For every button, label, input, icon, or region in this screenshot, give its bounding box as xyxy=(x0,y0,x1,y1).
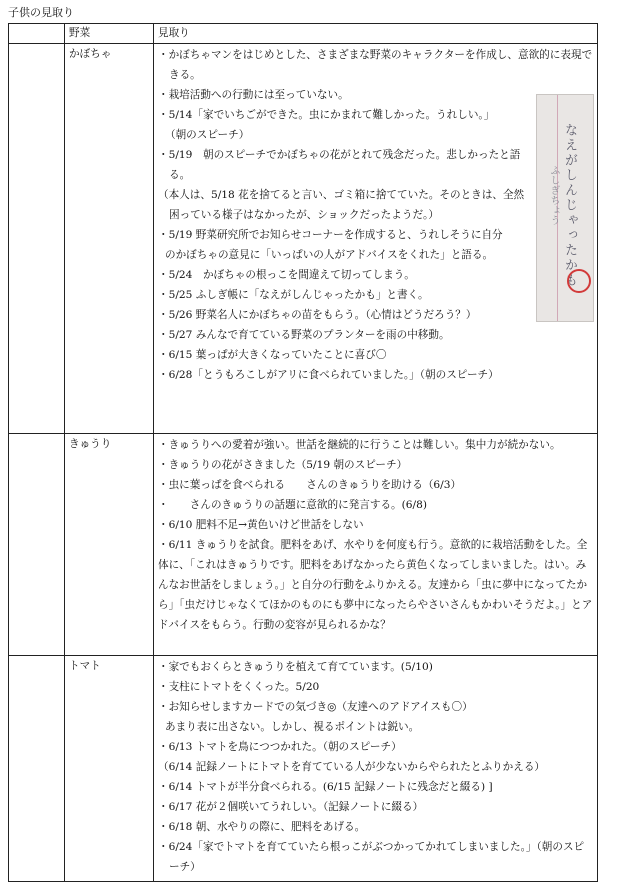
observation-table xyxy=(8,23,598,882)
observation-cell xyxy=(154,656,598,882)
list-item: （6/14 記録ノートにトマトを育てている人が少ないからやられたとふりかえる） xyxy=(158,761,546,773)
list-item: ・虫に葉っぱを食べられる さんのきゅうりを助ける（6/3） xyxy=(158,479,462,491)
observation-cell xyxy=(154,44,598,434)
vegetable-name: きゅうり xyxy=(65,434,154,656)
vegetable-name: かぼちゃ xyxy=(65,44,154,434)
list-item: ・6/17 花が２個咲いてうれしい。（記録ノートに綴る） xyxy=(158,801,424,813)
blank-cell xyxy=(9,44,65,434)
list-item: ・6/18 朝、水やりの際に、肥料をあげる。 xyxy=(158,821,366,833)
blank-cell xyxy=(9,656,65,882)
list-item: ・5/24 かぼちゃの根っこを間違えて切ってしまう。 xyxy=(158,269,415,281)
list-item: ・かぼちゃマンをはじめとした、さまざまな野菜のキャラクターを作成し、意欲的に表現できる。 xyxy=(158,49,593,81)
blank-cell xyxy=(9,434,65,656)
list-item: ・6/10 肥料不足→黄色いけど世話をしない xyxy=(158,519,364,531)
list-item: ・5/19 野菜研究所でお知らせコーナーを作成すると、うれしそうに自分 xyxy=(158,229,503,241)
list-item: ・5/25 ふしぎ帳に「なえがしんじゃったかも」と書く。 xyxy=(158,289,429,301)
observation-cell xyxy=(154,434,598,656)
table-row xyxy=(9,44,598,434)
list-item: ・きゅうりの花がさきました（5/19 朝のスピーチ） xyxy=(158,459,408,471)
list-item: あまり表に出さない。しかし、視るポイントは鋭い。 xyxy=(165,721,420,733)
red-circle-mark xyxy=(567,269,591,293)
table-row xyxy=(9,656,598,882)
list-item: ・6/28「とうもろこしがアリに食べられていました。」（朝のスピーチ） xyxy=(158,369,499,381)
list-item: ・5/27 みんなで育てている野菜のプランターを雨の中移動。 xyxy=(158,329,450,341)
vegetable-header: 野菜 xyxy=(65,24,154,44)
table-header-row xyxy=(9,24,598,44)
list-item: ・支柱にトマトをくくった。5/20 xyxy=(158,681,320,693)
photo-small-text: ふしぎちょう xyxy=(548,165,559,225)
list-item: （朝のスピーチ） xyxy=(165,129,250,141)
list-item: ・5/19 朝のスピーチでかぼちゃの花がとれて残念だった。悲しかったと語る。 xyxy=(158,149,521,181)
document-title: 子供の見取り xyxy=(8,6,74,19)
list-item: ・6/14 トマトが半分食べられる。(6/15 記録ノートに残念だと綴る) ] xyxy=(158,781,493,793)
table-row xyxy=(9,434,598,656)
list-item: ・ さんのきゅうりの話題に意欲的に発言する。(6/8) xyxy=(158,499,427,511)
list-item: ・6/15 葉っぱが大きくなっていたことに喜び〇 xyxy=(158,349,387,361)
list-item: ・お知らせしますカードでの気づき◎（友達へのアドアイスも〇） xyxy=(158,701,473,713)
observation-header: 見取り xyxy=(154,24,598,44)
list-item: ・栽培活動への行動には至っていない。 xyxy=(158,89,349,101)
list-item: ・6/24「家でトマトを育てていたら根っこがぶつかってかれてしまいました。」（朝のスピーチ） xyxy=(158,841,585,873)
list-item: ・5/26 野菜名人にかぼちゃの苗をもらう。（心情はどうだろう？） xyxy=(158,309,477,321)
list-item: ・6/11 きゅうりを試食。肥料をあげ、水やりを何度も行う。意欲的に栽培活動をした。全体に、「これはきゅうりです。肥料をあげなかったら黄色くなってしまいました。はい。みんなお世話をしましょう。」と自分の行動をふりかえる。友達から「虫に夢中になってたから」「虫だけじゃなくてほかのものにも夢中になったらやさいさんもかわいそうだよ。」とアドバイスをもらう。行動の変容が見られるかな？ xyxy=(158,539,593,631)
blank-header-cell xyxy=(9,24,65,44)
list-item: ・6/13 トマトを鳥につつかれた。（朝のスピーチ） xyxy=(158,741,402,753)
list-item: ・家でもおくらときゅうりを植えて育てています。(5/10) xyxy=(158,661,433,673)
list-item: ・きゅうりへの愛着が強い。世話を継続的に行うことは難しい。集中力が続かない。 xyxy=(158,439,561,451)
list-item: ・5/14「家でいちごができた。虫にかまれて難しかった。うれしい。」 xyxy=(158,109,495,121)
vegetable-name: トマト xyxy=(65,656,154,882)
photo xyxy=(536,94,594,322)
photo-handwritten-text: なえがしんじゃったかも xyxy=(562,123,577,288)
list-item: のかぼちゃの意見に「いっぱいの人がアドバイスをくれた」と語る。 xyxy=(165,249,494,261)
list-item: （本人は、5/18 花を捨てると言い、ゴミ箱に捨てていた。そのときは、全然困っている様子はなかったが、ショックだったようだ。） xyxy=(158,189,525,221)
